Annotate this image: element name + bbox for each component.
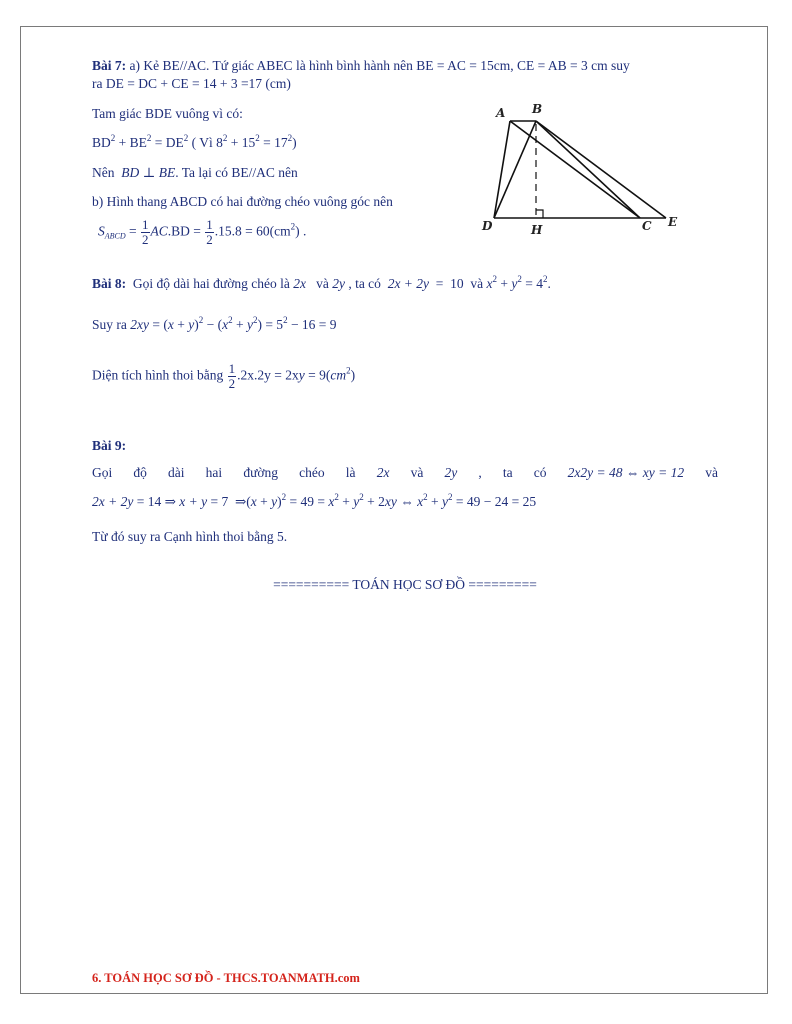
bai7-text1: a) Kẻ BE//AC. Tứ giác ABEC là hình bình hành nên BE = AC = 15cm, CE = AB = 3 cm suy [129, 58, 630, 73]
bai9-label: Bài 9: [92, 438, 127, 453]
bai7-pythagoras: $BD^2 + BE^2 = DE^2$ ( Vì $8^2 + 15^2 = 17^2$) [92, 133, 297, 150]
bai9-conclusion: Từ đó suy ra Cạnh hình thoi bằng 5. [92, 529, 288, 544]
section-divider: ========== TOÁN HỌC SƠ ĐỒ ========= [273, 577, 537, 592]
label-H: H [531, 223, 543, 237]
bai7-label: Bài 7: [92, 58, 127, 73]
label-B: B [532, 102, 543, 116]
bai7-line3: Tam giác BDE vuông vì có: [92, 106, 243, 121]
bai8-line3: Diện tích hình thoi bằng $\frac{1}{2}$ $.2x.2y = 2xy = 9(cm^2)$ [92, 361, 356, 391]
page-footer: 6. TOÁN HỌC SƠ ĐỒ - THCS.TOANMATH.com [92, 971, 360, 985]
bai7-line5 [92, 164, 298, 182]
bai7-line5-post: . Ta lại có BE//AC nên [175, 165, 298, 180]
bai9-line1: Gọi độ dài hai đường chéo là 2x và 2y , ta có 2x2y = 48 ⇔ xy = 12 và [92, 465, 718, 480]
label-C: C [642, 219, 652, 233]
label-A: A [496, 106, 506, 120]
trapezoid-figure [476, 100, 686, 240]
bai7-line2: ra DE = DC + CE = 14 + 3 =17 (cm) [92, 76, 291, 91]
label-E: E [668, 215, 678, 229]
bai8-line1: Bài 8: Gọi độ dài hai đường chéo là 2x và 2y , ta có 2x + 2y = 10 và $x^2 + y^2 = 4^2$. [92, 274, 551, 291]
bai7-area-formula: $S_{ABCD}$ = $\frac{1}{2}$ AC.BD = $\frac{1}{2}$ $.15.8 = 60(cm^2)$ . [98, 217, 307, 247]
bai8-line2: Suy ra $2xy = (x + y)^2 - (x^2 + y^2) = 5^2 - 16 = 9$ [92, 315, 337, 332]
bai8-label: Bài 8: [92, 276, 127, 291]
bai7-line1 [92, 57, 630, 75]
label-D: D [482, 219, 493, 233]
bai7-line6: b) Hình thang ABCD có hai đường chéo vuông góc nên [92, 194, 393, 209]
bai7-perp: BD ⊥ BE [121, 165, 176, 180]
bai9-line2: 2x + 2y = 14 ⇒ x + y = 7 ⇒(x + $y)^2 = 49 = x^2 + y^2 + 2xy$ ⇔ $x^2 + y^2 = 49 - 24 = 25$ [92, 492, 537, 509]
bai7-nen: Nên [92, 165, 115, 180]
